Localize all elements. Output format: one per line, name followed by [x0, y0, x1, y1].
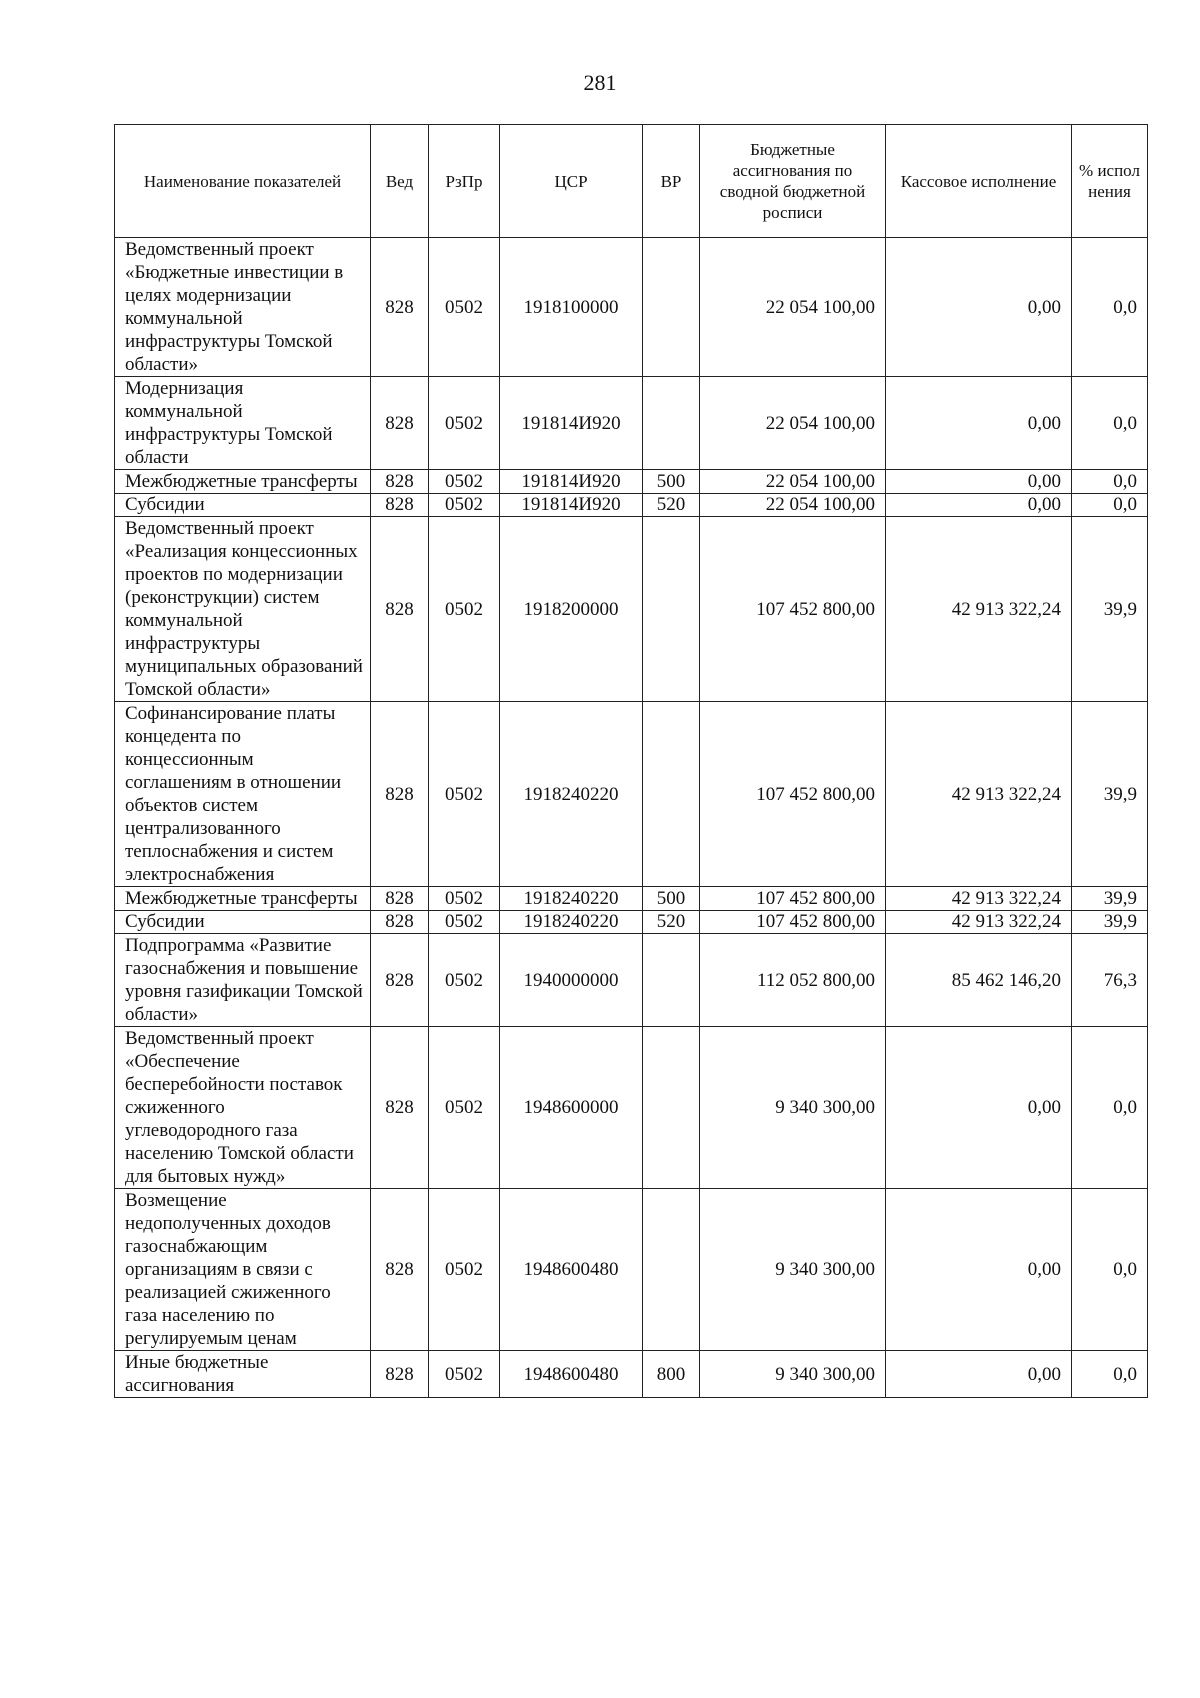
row-csr: 191814И920: [500, 494, 643, 517]
row-name: Ведомственный проект «Реализация концессионных проектов по модернизации (реконструкции) систем коммунальной инфраструктуры муниципальных образований Томской области»: [115, 517, 371, 702]
row-pct: 0,0: [1072, 470, 1148, 494]
row-cash: 42 913 322,24: [886, 887, 1072, 911]
row-rzpr: 0502: [429, 1351, 500, 1398]
row-pct: 39,9: [1072, 702, 1148, 887]
table-row: [115, 702, 1148, 887]
row-vr: [643, 1189, 700, 1351]
row-budget: 9 340 300,00: [700, 1189, 886, 1351]
header-rzpr: РзПр: [429, 125, 500, 238]
budget-table: [114, 124, 1148, 1398]
row-pct: 0,0: [1072, 238, 1148, 377]
row-name: Межбюджетные трансферты: [115, 887, 371, 911]
row-name: Субсидии: [115, 911, 371, 934]
row-pct: 39,9: [1072, 517, 1148, 702]
row-vr: [643, 238, 700, 377]
table-row: [115, 1189, 1148, 1351]
row-csr: 191814И920: [500, 470, 643, 494]
row-vr: [643, 1027, 700, 1189]
row-budget: 107 452 800,00: [700, 911, 886, 934]
row-csr: 1948600480: [500, 1189, 643, 1351]
row-vr: 800: [643, 1351, 700, 1398]
row-ved: 828: [371, 934, 429, 1027]
row-csr: 1918200000: [500, 517, 643, 702]
row-budget: 107 452 800,00: [700, 702, 886, 887]
row-pct: 0,0: [1072, 377, 1148, 470]
row-rzpr: 0502: [429, 1189, 500, 1351]
row-rzpr: 0502: [429, 494, 500, 517]
row-rzpr: 0502: [429, 702, 500, 887]
row-budget: 22 054 100,00: [700, 377, 886, 470]
row-rzpr: 0502: [429, 377, 500, 470]
row-name: Иные бюджетные ассигнования: [115, 1351, 371, 1398]
page-number: 281: [583, 70, 617, 95]
table-row: [115, 1351, 1148, 1398]
table-row: [115, 238, 1148, 377]
row-pct: 76,3: [1072, 934, 1148, 1027]
row-ved: 828: [371, 377, 429, 470]
table-row: [115, 934, 1148, 1027]
row-cash: 85 462 146,20: [886, 934, 1072, 1027]
row-name: Ведомственный проект «Обеспечение бесперебойности поставок сжиженного углеводородного газа населению Томской области для бытовых нужд»: [115, 1027, 371, 1189]
row-pct: 0,0: [1072, 1189, 1148, 1351]
row-name: Межбюджетные трансферты: [115, 470, 371, 494]
table-header-row: [115, 125, 1148, 238]
row-csr: 1918240220: [500, 702, 643, 887]
row-csr: 1918240220: [500, 887, 643, 911]
row-vr: [643, 377, 700, 470]
table-row: [115, 1027, 1148, 1189]
row-name: Ведомственный проект «Бюджетные инвестиции в целях модернизации коммунальной инфраструктуры Томской области»: [115, 238, 371, 377]
row-vr: 500: [643, 887, 700, 911]
row-name: Субсидии: [115, 494, 371, 517]
row-ved: 828: [371, 1189, 429, 1351]
row-cash: 0,00: [886, 238, 1072, 377]
table-row: [115, 887, 1148, 911]
row-csr: 1948600000: [500, 1027, 643, 1189]
row-ved: 828: [371, 238, 429, 377]
row-budget: 9 340 300,00: [700, 1351, 886, 1398]
row-pct: 39,9: [1072, 887, 1148, 911]
row-pct: 0,0: [1072, 1027, 1148, 1189]
row-cash: 0,00: [886, 1351, 1072, 1398]
row-budget: 22 054 100,00: [700, 470, 886, 494]
header-csr: ЦСР: [500, 125, 643, 238]
row-pct: 39,9: [1072, 911, 1148, 934]
table-row: [115, 517, 1148, 702]
row-name: Подпрограмма «Развитие газоснабжения и повышение уровня газификации Томской области»: [115, 934, 371, 1027]
row-csr: 1948600480: [500, 1351, 643, 1398]
row-pct: 0,0: [1072, 494, 1148, 517]
row-rzpr: 0502: [429, 934, 500, 1027]
row-pct: 0,0: [1072, 1351, 1148, 1398]
row-rzpr: 0502: [429, 911, 500, 934]
header-name: Наименование показателей: [115, 125, 371, 238]
row-rzpr: 0502: [429, 470, 500, 494]
row-ved: 828: [371, 517, 429, 702]
row-budget: 22 054 100,00: [700, 494, 886, 517]
row-csr: 1940000000: [500, 934, 643, 1027]
row-csr: 191814И920: [500, 377, 643, 470]
row-ved: 828: [371, 887, 429, 911]
row-cash: 0,00: [886, 470, 1072, 494]
row-cash: 42 913 322,24: [886, 517, 1072, 702]
row-budget: 107 452 800,00: [700, 517, 886, 702]
row-ved: 828: [371, 470, 429, 494]
row-vr: [643, 517, 700, 702]
row-vr: 520: [643, 911, 700, 934]
row-ved: 828: [371, 1027, 429, 1189]
row-cash: 42 913 322,24: [886, 702, 1072, 887]
row-ved: 828: [371, 702, 429, 887]
row-csr: 1918240220: [500, 911, 643, 934]
row-ved: 828: [371, 911, 429, 934]
row-budget: 107 452 800,00: [700, 887, 886, 911]
row-name: Модернизация коммунальной инфраструктуры Томской области: [115, 377, 371, 470]
row-budget: 22 054 100,00: [700, 238, 886, 377]
row-cash: 0,00: [886, 1189, 1072, 1351]
row-rzpr: 0502: [429, 1027, 500, 1189]
row-budget: 9 340 300,00: [700, 1027, 886, 1189]
row-rzpr: 0502: [429, 887, 500, 911]
row-cash: 0,00: [886, 494, 1072, 517]
row-name: Софинансирование платы концедента по концессионным соглашениям в отношении объектов систем централизованного теплоснабжения и систем электроснабжения: [115, 702, 371, 887]
header-vr: ВР: [643, 125, 700, 238]
row-cash: 0,00: [886, 377, 1072, 470]
header-cash: Кассовое исполнение: [886, 125, 1072, 238]
table-row: [115, 494, 1148, 517]
table-row: [115, 911, 1148, 934]
header-budget: Бюджетные ассигнования по сводной бюджетной росписи: [700, 125, 886, 238]
row-cash: 0,00: [886, 1027, 1072, 1189]
row-name: Возмещение недополученных доходов газоснабжающим организациям в связи с реализацией сжиженного газа населению по регулируемым ценам: [115, 1189, 371, 1351]
row-budget: 112 052 800,00: [700, 934, 886, 1027]
row-vr: [643, 934, 700, 1027]
table-row: [115, 470, 1148, 494]
row-rzpr: 0502: [429, 238, 500, 377]
row-csr: 1918100000: [500, 238, 643, 377]
row-vr: 520: [643, 494, 700, 517]
row-vr: 500: [643, 470, 700, 494]
header-ved: Вед: [371, 125, 429, 238]
table-row: [115, 377, 1148, 470]
row-ved: 828: [371, 494, 429, 517]
row-ved: 828: [371, 1351, 429, 1398]
row-cash: 42 913 322,24: [886, 911, 1072, 934]
row-rzpr: 0502: [429, 517, 500, 702]
row-vr: [643, 702, 700, 887]
header-pct: % испол нения: [1072, 125, 1148, 238]
